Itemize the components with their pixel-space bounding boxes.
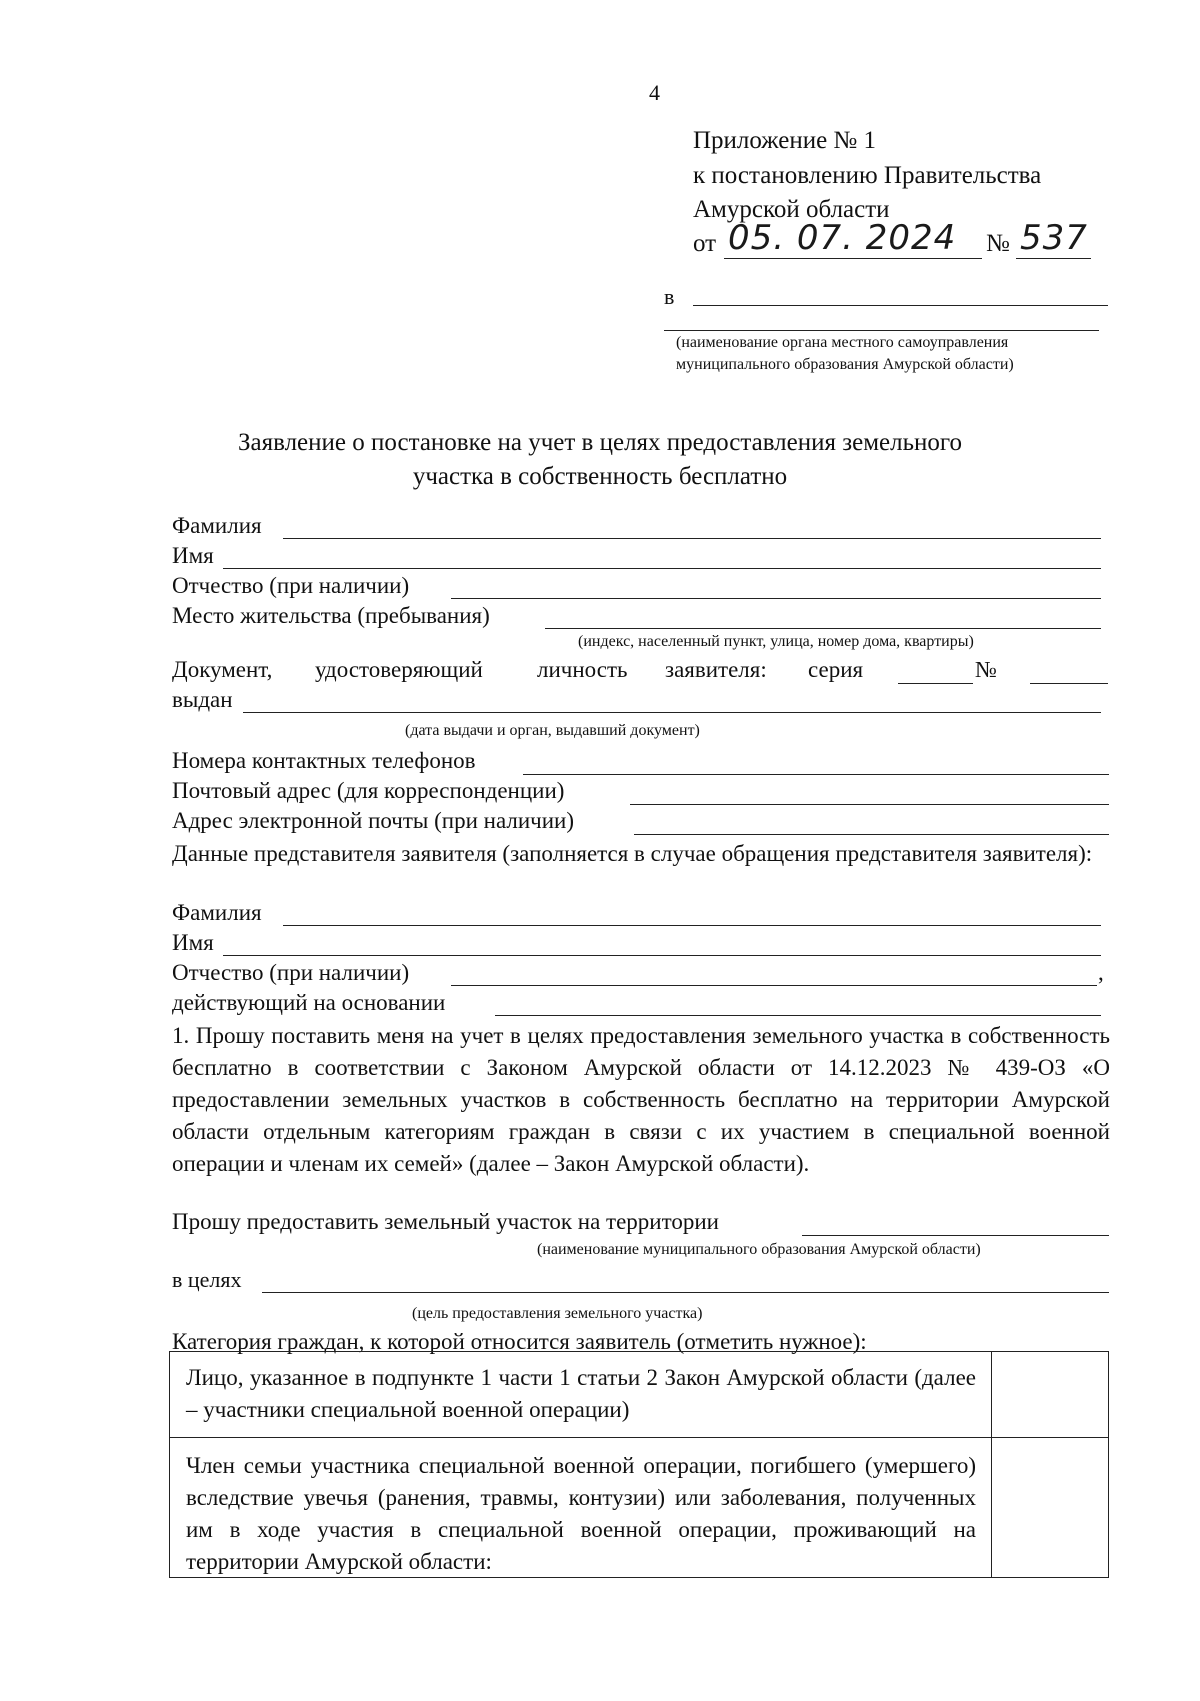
email-field[interactable]	[634, 834, 1109, 835]
patronymic-field[interactable]	[451, 598, 1101, 599]
category-row-2-text: Член семьи участника специальной военной операции, погибшего (умершего) вследствие увечья (ранения, травмы, контузии) или заболевания, полученных им в ходе участия в специальной военной операции, проживающий на территории Амурской области:	[186, 1453, 976, 1574]
representative-intro: Данные представителя заявителя (заполняется в случае обращения представителя заявителя):	[172, 841, 1093, 866]
postal-field[interactable]	[630, 804, 1109, 805]
category-table	[169, 1351, 1109, 1578]
doc-number-field[interactable]	[1030, 683, 1108, 684]
name-label: Имя	[172, 543, 214, 568]
document-title-line-1: Заявление о постановке на учет в целях предоставления земельного	[237, 429, 963, 456]
appendix-line-1: Приложение № 1	[693, 127, 877, 154]
rep-patronymic-field[interactable]	[451, 985, 1097, 986]
purpose-label: в целях	[172, 1267, 242, 1292]
residence-label: Место жительства (пребывания)	[172, 603, 490, 628]
doc-series-field[interactable]	[898, 683, 973, 684]
residence-field[interactable]	[545, 628, 1101, 629]
patronymic-label: Отчество (при наличии)	[172, 573, 410, 598]
doc-label-word-4: заявителя:	[665, 657, 767, 682]
recipient-line-2	[664, 330, 1099, 331]
territory-field[interactable]	[802, 1235, 1109, 1236]
recipient-line-1	[693, 305, 1108, 306]
rep-basis-label: действующий на основании	[172, 990, 446, 1015]
table-column-divider	[991, 1352, 992, 1577]
postal-label: Почтовый адрес (для корреспонденции)	[172, 778, 565, 803]
category-row-1-text: Лицо, указанное в подпункте 1 части 1 статьи 2 Закон Амурской области (далее – участники специальной военной операции)	[186, 1365, 976, 1422]
recipient-caption-2: муниципального образования Амурской области)	[676, 356, 1014, 373]
appendix-line-2: к постановлению Правительства	[693, 162, 1042, 189]
purpose-field[interactable]	[262, 1292, 1109, 1293]
appendix-number-label: №	[986, 230, 1010, 257]
doc-series-label: серия	[808, 657, 864, 682]
surname-label: Фамилия	[172, 513, 262, 538]
residence-hint: (индекс, населенный пункт, улица, номер дома, квартиры)	[578, 633, 974, 650]
rep-surname-field[interactable]	[283, 925, 1101, 926]
recipient-caption-1: (наименование органа местного самоуправления	[676, 334, 1009, 351]
date-underline	[724, 258, 982, 259]
recipient-prefix: в	[664, 284, 675, 309]
page-number: 4	[649, 80, 660, 105]
territory-hint: (наименование муниципального образования Амурской области)	[537, 1241, 981, 1258]
email-label: Адрес электронной почты (при наличии)	[172, 808, 574, 833]
rep-name-label: Имя	[172, 930, 214, 955]
issued-label: выдан	[172, 687, 233, 712]
doc-number-label: №	[975, 657, 997, 682]
table-row-divider	[170, 1437, 1108, 1438]
doc-label-word-3: личность	[537, 657, 628, 682]
territory-label: Прошу предоставить земельный участок на территории	[172, 1209, 719, 1234]
appendix-line-3: Амурской области	[693, 196, 890, 223]
surname-field[interactable]	[283, 538, 1101, 539]
name-field[interactable]	[223, 568, 1101, 569]
rep-surname-label: Фамилия	[172, 900, 262, 925]
phones-field[interactable]	[523, 774, 1109, 775]
appendix-date-handwritten: 05. 07. 2024	[728, 218, 957, 258]
doc-label-word-2: удостоверяющий	[315, 657, 483, 682]
purpose-hint: (цель предоставления земельного участка)	[412, 1305, 703, 1322]
appendix-from-label: от	[693, 230, 717, 257]
rep-basis-field[interactable]	[495, 1015, 1101, 1016]
rep-patronymic-label: Отчество (при наличии)	[172, 960, 410, 985]
category-row-1-checkbox[interactable]	[993, 1352, 1108, 1437]
doc-label-word-1: Документ,	[172, 657, 273, 682]
request-paragraph-1: 1. Прошу поставить меня на учет в целях предоставления земельного участка в собственность бесплатно в соответствии с Законом Амурской области от 14.12.2023 № 439-ОЗ «О предоставлении земельных участков в собственность бесплатно на территории Амурской области отдельным категориям граждан в связи с их участием в специальной военной операции и членам их семей» (далее – Закон Амурской области).	[172, 1023, 1110, 1176]
issued-hint: (дата выдачи и орган, выдавший документ)	[405, 722, 700, 739]
number-underline	[1016, 258, 1091, 259]
appendix-number-handwritten: 537	[1020, 218, 1088, 258]
issued-field[interactable]	[243, 712, 1101, 713]
phones-label: Номера контактных телефонов	[172, 748, 476, 773]
rep-name-field[interactable]	[223, 955, 1101, 956]
document-title-line-2: участка в собственность бесплатно	[412, 463, 788, 490]
rep-patronymic-comma: ,	[1098, 960, 1104, 985]
category-heading: Категория граждан, к которой относится заявитель (отметить нужное):	[172, 1329, 867, 1354]
category-row-2-checkbox[interactable]	[993, 1439, 1108, 1577]
